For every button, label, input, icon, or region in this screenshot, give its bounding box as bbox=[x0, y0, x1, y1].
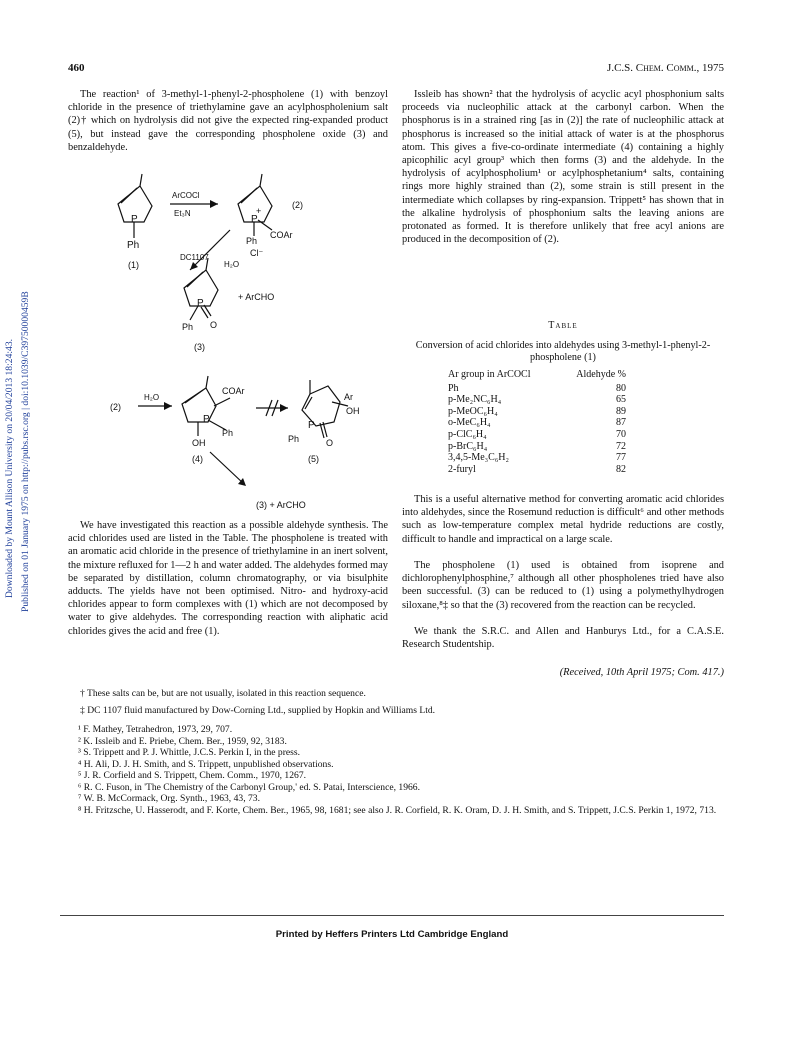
table-title: Table bbox=[548, 320, 578, 331]
scheme1-p-1: P bbox=[131, 214, 138, 225]
scheme2-oh-4: OH bbox=[192, 438, 206, 448]
scheme2-start: (2) bbox=[110, 402, 121, 412]
scheme1-p-2: P bbox=[251, 214, 258, 225]
table-cell-pct: 80 bbox=[616, 382, 626, 394]
table-cell-ar: p-BrC₆H₄ bbox=[448, 440, 488, 452]
reference-item: ³ S. Trippett and P. J. Whittle, J.C.S. Perkin I, in the press. bbox=[78, 747, 301, 758]
reference-item: ⁵ J. R. Corfield and S. Trippett, Chem. Comm., 1970, 1267. bbox=[78, 770, 307, 781]
scheme1-reagent-h2o: H₂O bbox=[224, 260, 240, 269]
reference-item: ⁸ H. Fritzsche, U. Hasserodt, and F. Korte, Chem. Ber., 1965, 98, 1681; see also J. R. Corfield, R. K. Oram, D. J. H. Smith, and S. Trippett, J.C.S. Perkin 1, 1972, 713. bbox=[78, 804, 717, 816]
reaction-scheme-2 bbox=[110, 366, 370, 511]
scheme1-ph-2: Ph bbox=[246, 236, 258, 246]
scheme2-label-5: (5) bbox=[308, 454, 319, 464]
reference-item: ² K. Issleib and E. Priebe, Chem. Ber., 1959, 92, 3183. bbox=[78, 735, 287, 747]
table-cell-ar: 2-furyl bbox=[448, 463, 476, 475]
scheme2-coar: COAr bbox=[222, 386, 245, 396]
table-header-row bbox=[446, 369, 686, 381]
table-row bbox=[446, 441, 686, 453]
scheme1-label-3: (3) bbox=[194, 342, 205, 352]
scheme2-o-5: O bbox=[326, 438, 334, 448]
scheme2-product: (3) + ArCHO bbox=[256, 500, 306, 510]
footnote-double-dagger: ‡ DC 1107 fluid manufactured by Dow-Corning Ltd., supplied by Hopkin and Williams Ltd. bbox=[80, 705, 436, 716]
scheme1-reagent-et3n: Et₃N bbox=[174, 209, 191, 218]
scheme1-p-3: P bbox=[197, 298, 204, 309]
scheme2-ph-5: Ph bbox=[288, 434, 300, 444]
sidebar-line-1: Downloaded by Mount Allison University on 20/04/2013 18:24:43. bbox=[4, 338, 15, 598]
table-row bbox=[446, 383, 686, 395]
table-row bbox=[446, 464, 686, 476]
table-row bbox=[446, 429, 686, 441]
table-cell-ar: p-Me₂NC₆H₄ bbox=[448, 394, 502, 406]
scheme1-coar-2: COAr bbox=[270, 230, 293, 240]
scheme1-product: + ArCHO bbox=[238, 292, 275, 302]
scheme2-oh-5: OH bbox=[346, 406, 360, 416]
table-cell-pct: 77 bbox=[616, 452, 626, 464]
right-paragraph-2: This is a useful alternative method for converting aromatic acid chlorides into aldehydes, since the Rosemund reduction is difficult⁶ and other methods such as low-temperature complex metal hydride reductions are costly, difficult to handle and impractical on a large scale. bbox=[402, 494, 724, 545]
table-row bbox=[446, 417, 686, 429]
scheme2-ar: Ar bbox=[344, 392, 353, 402]
download-sidebar bbox=[0, 120, 32, 620]
reference-item: ⁷ W. B. McCormack, Org. Synth., 1963, 43, 73. bbox=[78, 793, 260, 804]
table-cell-pct: 89 bbox=[616, 405, 626, 417]
scheme1-plus: + bbox=[256, 206, 262, 216]
scheme1-ph-1: Ph bbox=[127, 240, 140, 251]
table-cell-pct: 82 bbox=[616, 463, 626, 475]
scheme1-ph-3: Ph bbox=[182, 322, 194, 332]
references bbox=[68, 724, 724, 816]
reaction-scheme-1 bbox=[100, 170, 340, 355]
table-cell-ar: o-MeC₆H₄ bbox=[448, 417, 491, 429]
scheme2-ph-4: Ph bbox=[222, 428, 234, 438]
table-cell-pct: 70 bbox=[616, 428, 626, 440]
scheme1-reagent-dc1107: DC1107 bbox=[180, 253, 209, 262]
right-paragraph-4: We thank the S.R.C. and Allen and Hanburys Ltd., for a C.A.S.E. Research Studentship. bbox=[402, 626, 724, 651]
scheme2-p-5: P bbox=[308, 420, 315, 431]
table-cell-pct: 72 bbox=[616, 440, 626, 452]
scheme1-cl: Cl⁻ bbox=[250, 248, 264, 258]
received-note: (Received, 10th April 1975; Com. 417.) bbox=[559, 667, 724, 678]
reference-item: ¹ F. Mathey, Tetrahedron, 1973, 29, 707. bbox=[78, 724, 233, 735]
scheme2-reagent: H₂O bbox=[144, 393, 160, 402]
table-cell-pct: 87 bbox=[616, 417, 626, 429]
table-row bbox=[446, 394, 686, 406]
left-paragraph-2: We have investigated this reaction as a possible aldehyde synthesis. The acid chlorides used are listed in the Table. The phospholene is treated with an aromatic acid chloride in the presence of triethylamine in an inert solvent, the mixture refluxed for 1—2 h and water added. The aldehydes formed may be separated by distillation, column chromatography, or via bisulphite adducts. The yields have not been optimised. Nitro- and hydroxy-acid chlorides appear to form complexes with (1) which are not decomposed by water to give aldehydes. The corresponding reaction with aliphatic acid chlorides gives the acid and free (1). bbox=[68, 520, 388, 637]
scheme1-label-1: (1) bbox=[128, 260, 139, 270]
scheme1-reagent-arcocl: ArCOCl bbox=[172, 191, 200, 200]
scheme1-o-3: O bbox=[210, 320, 218, 330]
table-cell-ar: p-MeOC₆H₄ bbox=[448, 405, 498, 417]
printer-line: Printed by Heffers Printers Ltd Cambridge England bbox=[275, 929, 509, 940]
footnote-dagger: † These salts can be, but are not usually, isolated in this reaction sequence. bbox=[80, 688, 366, 699]
reference-item: ⁴ H. Ali, D. J. H. Smith, and S. Trippett, unpublished observations. bbox=[78, 758, 334, 770]
table-cell-ar: Ph bbox=[448, 382, 459, 394]
table-header-pct: Aldehyde % bbox=[576, 369, 626, 380]
scheme2-label-4: (4) bbox=[192, 454, 203, 464]
table-cell-pct: 65 bbox=[616, 394, 626, 406]
table-row bbox=[446, 452, 686, 464]
bottom-rule bbox=[60, 915, 724, 916]
table-caption: Conversion of acid chlorides into aldehydes using 3-methyl-1-phenyl-2-phospholene (1) bbox=[415, 340, 711, 363]
aldehyde-table bbox=[446, 369, 686, 475]
table-header-ar: Ar group in ArCOCl bbox=[448, 369, 531, 380]
left-paragraph-1: The reaction¹ of 3-methyl-1-phenyl-2-phospholene (1) with benzoyl chloride in the presence of triethylamine gave an acylphospholenium salt (2)† which on hydrolysis did not give the expected ring-expanded product (5), but instead gave the corresponding phospholene oxide (3) and benzaldehyde. bbox=[68, 89, 388, 153]
scheme1-label-2: (2) bbox=[292, 200, 303, 210]
table-cell-ar: 3,4,5-Me₃C₆H₂ bbox=[448, 452, 510, 464]
journal-title: J.C.S. Chem. Comm., 1975 bbox=[607, 62, 724, 74]
right-paragraph-3: The phospholene (1) used is obtained from isoprene and dichlorophenylphosphine,⁷ although all other phospholenes tried have also been successful. (3) can be reduced to (1) using a polymethylhydrogen siloxane,⁸‡ so that the (3) recovered from the reaction can be recycled. bbox=[402, 560, 724, 611]
reference-item: ⁶ R. C. Fuson, in 'The Chemistry of the Carbonyl Group,' ed. S. Patai, Interscience, 1966. bbox=[78, 781, 421, 793]
scheme2-p-4: P bbox=[203, 414, 210, 425]
right-paragraph-1: Issleib has shown² that the hydrolysis of acyclic acyl phosphonium salts proceeds via nucleophilic attack at the carbonyl carbon. When the phosphorus is in a strained ring [as in (2)] the rate of nucleophilic attack at phosphorus is increased so the initial attack of water is at the phosphorus atom. This gives a five-co-ordinate intermediate (4) containing a highly apicophilic acyl group³ which then forms (3) and the aldehyde. In the hydrolysis of acylphospholium¹ or acylphosphetanium⁴ salts, containing rings more highly strained than (2), some strain is still present in the intermediate which collapses by ring-expansion. Trippett⁵ has shown that in the alkaline hydrolysis of phosphonium salts the leaving anions are protonated as formed. It is therefore unlikely that free acyl anions are produced in the decomposition of (2). bbox=[402, 89, 724, 246]
table-row bbox=[446, 406, 686, 418]
table-cell-ar: p-ClC₆H₄ bbox=[448, 428, 487, 440]
sidebar-line-2: Published on 01 January 1975 on http://pubs.rsc.org | doi:10.1039/C39750000459B bbox=[20, 291, 31, 612]
page-number: 460 bbox=[68, 62, 85, 74]
